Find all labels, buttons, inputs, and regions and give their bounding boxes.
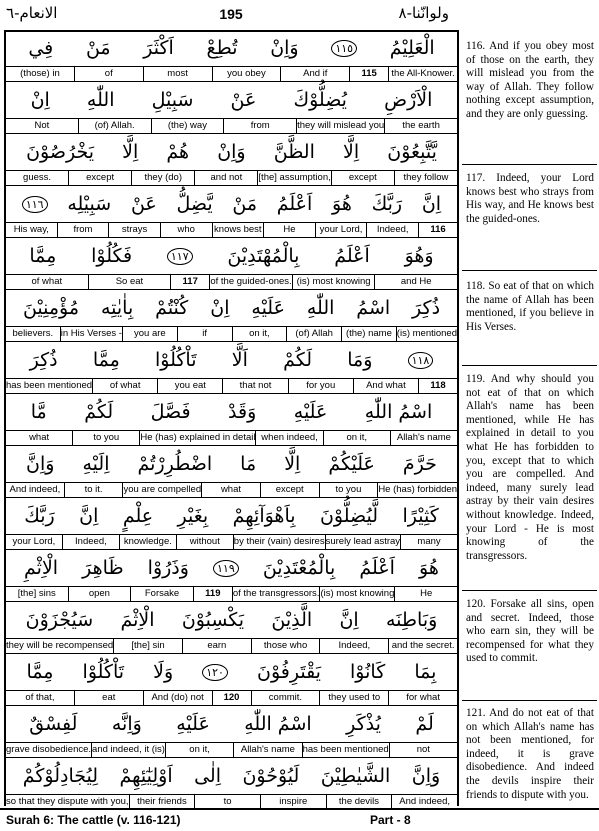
arabic-word: اِلَّا [284, 453, 301, 475]
english-gloss-line [6, 742, 457, 758]
verse-number: 120. [466, 598, 491, 610]
arabic-word: اللّٰهِ [306, 297, 335, 319]
arabic-word: بِغَيْرِ [177, 505, 209, 527]
gloss-cell: earn [182, 639, 251, 654]
arabic-word: مَّا [30, 401, 47, 423]
arabic-word: يَّتَّبِعُوْنَ [387, 141, 437, 163]
english-gloss-line [6, 118, 457, 134]
arabic-word: عَلَيْكُمْ [328, 453, 375, 475]
gloss-cell: And indeed, [9, 484, 61, 495]
arabic-word: اَعْلَمُ [334, 245, 370, 267]
verse-number: 121. [466, 707, 490, 719]
gloss-cell: from [223, 119, 296, 134]
arabic-word: وَاِنَّه [111, 713, 142, 735]
english-gloss-line [6, 66, 457, 82]
arabic-word: هُوَ [332, 193, 352, 215]
verse-number: 117 [170, 275, 209, 290]
page-header [0, 0, 599, 30]
english-gloss-line [6, 534, 457, 550]
english-gloss-line [6, 170, 457, 186]
verse-line [6, 654, 457, 706]
arabic-word: لَفِسْقٌ [29, 713, 78, 735]
translation-paragraph [466, 172, 594, 226]
gloss-cell: And what [353, 379, 418, 394]
arabic-word: حَرَّمَ [402, 453, 437, 475]
gloss-cell: in His Verses - [60, 327, 122, 342]
arabic-word: عَلَيْهِ [293, 401, 328, 423]
gloss-cell: to you [319, 483, 378, 498]
verse-number: 118 [418, 379, 457, 394]
arabic-word: الْاِثْمَ [120, 609, 155, 631]
gloss-cell: to [194, 795, 260, 810]
arabic-word: سَيُجْزَوْنَ [25, 609, 94, 631]
arabic-word: كَانُوْا [350, 661, 386, 683]
arabic-word: مِمَّا [29, 245, 57, 267]
verse-number: 118. [466, 280, 489, 292]
english-gloss-line [6, 430, 457, 446]
gloss-cell: for you [288, 379, 353, 394]
arabic-line [6, 654, 457, 690]
gloss-cell: your Lord, [12, 536, 56, 547]
gloss-cell: So eat [88, 275, 171, 290]
arabic-word: اَلَّا [231, 349, 248, 371]
arabic-word: بِالْمُهْتَدِيْنَ [227, 245, 300, 267]
gloss-cell: surely lead astray [325, 535, 400, 550]
arabic-line [6, 134, 457, 170]
arabic-word: الَّذِيْنَ [271, 609, 313, 631]
translation-text: Indeed, your Lord knows best who strays from His way, and He knows best the guided-ones. [466, 172, 594, 225]
verse-line [6, 706, 457, 758]
gloss-cell: commit. [251, 691, 320, 706]
arabic-word: وَاِنْ [217, 141, 246, 163]
gloss-cell: inspire [260, 795, 326, 810]
english-gloss-line [6, 222, 457, 238]
gloss-cell: that not [222, 379, 287, 394]
arabic-word: اَعْلَمُ [359, 557, 395, 579]
arabic-word: اِلَّا [122, 141, 139, 163]
arabic-line [6, 30, 457, 66]
verse-line [6, 290, 457, 342]
arabic-word: اسْمُ اللّٰهِ [244, 713, 312, 735]
arabic-word: اِلَّا [342, 141, 360, 163]
gloss-cell: (the) name [341, 327, 396, 342]
gloss-cell: from [57, 223, 109, 238]
gloss-cell: they will be recompensed [5, 640, 114, 651]
english-gloss-line [6, 326, 457, 342]
arabic-line [6, 602, 457, 638]
verse-number-marker: ١٢٠ [202, 664, 228, 681]
arabic-word: رَبَّكَ [371, 193, 403, 215]
arabic-word: اسْمُ [356, 297, 391, 319]
arabic-word: اَعْلَمُ [276, 193, 313, 215]
gloss-cell: of what [31, 276, 63, 287]
gloss-cell: you are compelled [122, 483, 201, 498]
gloss-cell: open [68, 587, 131, 602]
translation-divider [462, 270, 597, 271]
gloss-cell: who [160, 223, 212, 238]
arabic-word: الْاِثْمِ [24, 557, 59, 579]
translation-paragraph [466, 373, 594, 563]
gloss-cell: and indeed, it (is) [91, 743, 165, 758]
english-gloss-line [6, 690, 457, 706]
english-gloss-line [6, 586, 457, 602]
verse-line [6, 446, 457, 498]
verse-number-marker: ١١٨ [408, 352, 434, 369]
arabic-word: كُنْتُمْ [155, 297, 189, 319]
gloss-cell: by their (vain) desires [233, 535, 325, 550]
translation-divider [462, 365, 597, 366]
verse-number: 119 [193, 587, 232, 602]
gloss-cell: they follow [394, 171, 457, 186]
arabic-word: وَذَرُوْا [147, 557, 189, 579]
surah-reference: Surah 6: The cattle (v. 116-121) [6, 813, 181, 827]
gloss-cell: of the transgressors. [232, 587, 320, 602]
gloss-cell: the earth [384, 119, 457, 134]
arabic-word: لَكُمْ [283, 349, 313, 371]
gloss-cell: He (has) explained in detail [139, 431, 255, 446]
arabic-word: وَاِنَّ [411, 765, 441, 787]
arabic-line [6, 758, 457, 794]
translation-text: And do not eat of that on which Allah's name has not been mentioned, for indeed, it is grave disobedience. And indeed the devils inspire their friends to dispute with you. [466, 707, 594, 801]
gloss-cell: [the] sins [17, 588, 56, 599]
gloss-cell: most [143, 67, 212, 82]
gloss-cell: except [260, 483, 319, 498]
arabic-word: بِمَا [414, 661, 437, 683]
arabic-line [6, 342, 457, 378]
arabic-word: وَبَاطِنَه [385, 609, 438, 631]
arabic-word: لَكُمْ [84, 401, 114, 423]
arabic-word: عِلْمٍ [122, 505, 154, 527]
arabic-line [6, 550, 457, 586]
arabic-word: لَّيُضِلُّوْنَ [319, 505, 379, 527]
gloss-cell: knows best [212, 223, 264, 238]
arabic-word: هُوَ [419, 557, 439, 579]
arabic-line [6, 394, 457, 430]
gloss-cell: His way, [13, 224, 49, 235]
translation-text: And why should you not eat of that on which Allah's name has been mentioned, while He has explained in detail to you what He has forbidden to you, except that to which you are compelled. And indeed, many surely lead astray by their vain desires without knowledge. Indeed, your Lord - He is most knowing of the transgressors. [466, 373, 594, 562]
arabic-word: اللّٰهِ [86, 89, 115, 111]
arabic-word: رَبَّكَ [24, 505, 55, 527]
gloss-cell: (the) way [151, 119, 224, 134]
gloss-cell: for what [388, 691, 457, 706]
verse-number: 119. [466, 373, 491, 385]
arabic-word: فَكُلُوْا [91, 245, 133, 267]
arabic-line [6, 238, 457, 274]
gloss-cell: on it, [232, 327, 287, 342]
gloss-cell: except [331, 171, 394, 186]
verse-line [6, 342, 457, 394]
surah-name-arabic: الانعام-٦ [6, 4, 58, 22]
arabic-word: وَقَدْ [228, 401, 257, 423]
translation-text: Forsake all sins, open and secret. Indeed, those who earn sin, they will be recompensed for what they used to commit. [466, 598, 594, 665]
gloss-cell: those who [251, 639, 320, 654]
gloss-cell: Not [34, 120, 50, 131]
gloss-cell: (those) in [20, 68, 60, 79]
translation-text: And if you obey most of those on the earth, they will mislead you from the way of Allah. They follow nothing except assumption, and they are only guessing. [466, 40, 595, 120]
verse-number: 116 [418, 223, 457, 238]
arabic-word: لَمْ [415, 713, 434, 735]
arabic-word: مُؤْمِنِيْنَ [22, 297, 80, 319]
gloss-cell: (is) most knowing [292, 275, 375, 290]
arabic-word: اِنَّ [79, 505, 99, 527]
arabic-line [6, 186, 457, 222]
verse-line [6, 186, 457, 238]
arabic-word: اِنْ [210, 297, 230, 319]
gloss-cell: to it. [64, 483, 123, 498]
arabic-word: الْعَلِيْمُ [389, 37, 435, 59]
translation-divider [462, 590, 597, 591]
translation-divider [462, 700, 597, 701]
arabic-word: تُطِعْ [206, 37, 238, 59]
arabic-word: يَّضِلُّ [176, 193, 213, 215]
gloss-cell: [the] assumption, [257, 171, 330, 186]
gloss-cell: has been mentioned [302, 743, 389, 758]
arabic-word: هُمْ [166, 141, 190, 163]
gloss-cell: eat [74, 691, 143, 706]
arabic-word: بِالْمُعْتَدِيْنَ [262, 557, 336, 579]
gloss-cell: [the] sin [113, 639, 182, 654]
arabic-word: وَهُوَ [404, 245, 434, 267]
gloss-cell: without [176, 535, 233, 550]
gloss-cell: believers. [12, 328, 54, 339]
arabic-word: اِلٰى [194, 765, 221, 787]
gloss-cell: of what [92, 379, 157, 394]
arabic-word: يُضِلُّوْكَ [293, 89, 347, 111]
gloss-cell: guess. [23, 172, 52, 183]
arabic-word: مِمَّا [26, 661, 54, 683]
arabic-word: مَا [240, 453, 257, 475]
gloss-cell: (is) mentioned [396, 327, 457, 342]
gloss-cell: when indeed, [255, 431, 322, 446]
gloss-cell: on it, [323, 431, 390, 446]
gloss-cell: (of) Allah. [78, 119, 151, 134]
arabic-word: عَنْ [130, 193, 157, 215]
arabic-word: يُذْكَرِ [346, 713, 381, 735]
arabic-word: اَوْلِيٰٓئِهِمْ [119, 765, 173, 787]
translation-text: So eat of that on which the name of Allah has been mentioned, if you believe in His Verses. [466, 280, 594, 333]
arabic-line [6, 82, 457, 118]
gloss-cell: of the guided-ones. [209, 275, 292, 290]
gloss-cell: He [394, 587, 457, 602]
gloss-cell: the All-Knower. [388, 67, 457, 82]
arabic-word: بِاَهْوَآئِهِمْ [232, 505, 296, 527]
gloss-cell: they used to [319, 691, 388, 706]
arabic-word: ظَاهِرَ [82, 557, 124, 579]
gloss-cell: so that they dispute with you, [6, 796, 129, 807]
gloss-cell: He [263, 223, 315, 238]
arabic-word: لَيُوْحُوْنَ [242, 765, 300, 787]
gloss-cell: what [29, 432, 50, 443]
english-gloss-line [6, 482, 457, 498]
arabic-word: وَمَا [347, 349, 373, 371]
page-footer [0, 808, 599, 831]
arabic-word: سَبِيْلِه [67, 193, 112, 215]
arabic-word: يَكْسِبُوْنَ [181, 609, 245, 631]
arabic-word: اضْطُرِرْتُمْ [137, 453, 213, 475]
gloss-cell: grave disobedience. [6, 744, 92, 755]
gloss-cell: except [68, 171, 131, 186]
gloss-cell: Forsake [130, 587, 193, 602]
translation-paragraph [466, 707, 594, 802]
gloss-cell: on it, [165, 743, 233, 758]
arabic-word: سَبِيْلِ [151, 89, 194, 111]
gloss-cell: many [400, 535, 457, 550]
gloss-cell: to you [72, 431, 139, 446]
arabic-word: وَاِنْ [270, 37, 299, 59]
gloss-cell: your Lord, [315, 223, 367, 238]
arabic-line [6, 706, 457, 742]
gloss-cell: you eat [157, 379, 222, 394]
verse-number-marker: ١١٥ [331, 40, 357, 57]
arabic-word: اِنْ [30, 89, 50, 111]
gloss-cell: knowledge. [119, 535, 176, 550]
translation-paragraph [466, 598, 594, 666]
verse-line [6, 82, 457, 134]
english-gloss-line [6, 274, 457, 290]
arabic-word: اِنَّ [421, 193, 442, 215]
gloss-cell: of that, [25, 692, 55, 703]
gloss-cell: Indeed, [62, 535, 119, 550]
verse-line [6, 238, 457, 290]
gloss-cell: And if [280, 67, 349, 82]
arabic-word: اَكْثَرَ [143, 37, 174, 59]
arabic-word: اِلَيْهِ [82, 453, 110, 475]
gloss-cell: and He [374, 275, 457, 290]
arabic-word: اسْمُ اللّٰهِ [364, 401, 433, 423]
gloss-cell: of [74, 67, 143, 82]
verse-number: 120 [212, 691, 251, 706]
arabic-word: عَلَيْهِ [176, 713, 210, 735]
arabic-word: وَلَا [153, 661, 174, 683]
translation-paragraph [466, 40, 594, 122]
verse-number: 116. [466, 40, 490, 52]
gloss-cell: And (do) not [143, 691, 212, 706]
arabic-word: لِيُجَادِلُوْكُمْ [22, 765, 99, 787]
gloss-cell: you obey [212, 67, 281, 82]
arabic-word: الْاَرْضِ [384, 89, 433, 111]
gloss-cell: (of) Allah [286, 327, 341, 342]
gloss-cell: strays [108, 223, 160, 238]
arabic-word: تَاْكُلُوْا [82, 661, 125, 683]
arabic-word: اِنَّ [339, 609, 359, 631]
arabic-word: يَخْرُصُوْنَ [26, 141, 95, 163]
verse-number: 115 [349, 67, 388, 82]
arabic-word: يَقْتَرِفُوْنَ [257, 661, 321, 683]
translation-paragraph [466, 280, 594, 334]
verse-line [6, 550, 457, 602]
arabic-word: مَنْ [85, 37, 111, 59]
gloss-cell: Indeed, [319, 639, 388, 654]
verse-line [6, 498, 457, 550]
gloss-cell: the devils [326, 795, 392, 810]
arabic-word: فِي [28, 37, 54, 59]
verse-line [6, 602, 457, 654]
arabic-word: كَثِيْرًا [402, 505, 439, 527]
verse-line [6, 134, 457, 186]
arabic-word: ذُكِرَ [29, 349, 58, 371]
gloss-cell: they will mislead you [296, 119, 384, 134]
arabic-line [6, 446, 457, 482]
verse-line [6, 30, 457, 82]
gloss-cell: And indeed, [391, 795, 457, 810]
arabic-word: فَصَّلَ [150, 401, 191, 423]
arabic-word: عَلَيْهِ [251, 297, 285, 319]
gloss-cell: has been mentioned [5, 380, 93, 391]
arabic-word: مِمَّا [92, 349, 120, 371]
gloss-cell: (is) most knowing [319, 587, 394, 602]
arabic-line [6, 290, 457, 326]
gloss-cell: you are [122, 327, 177, 342]
gloss-cell: their friends [129, 795, 195, 810]
gloss-cell: if [177, 327, 232, 342]
gloss-cell: Indeed, [366, 223, 418, 238]
verse-line [6, 394, 457, 446]
arabic-line [6, 498, 457, 534]
gloss-cell: and the secret. [388, 639, 457, 654]
arabic-word: الظَّنَّ [273, 141, 315, 163]
arabic-word: ذُكِرَ [412, 297, 441, 319]
verse-number-marker: ١١٩ [213, 560, 239, 577]
gloss-cell: Allah's name [233, 743, 301, 758]
arabic-word: تَاْكُلُوْا [155, 349, 197, 371]
gloss-cell: and not [194, 171, 257, 186]
page-number: 195 [219, 6, 243, 22]
verse-number: 117. [466, 172, 497, 184]
arabic-word: وَاِنَّ [26, 453, 55, 475]
translation-divider [462, 164, 597, 165]
verse-line [6, 758, 457, 810]
english-gloss-line [6, 378, 457, 394]
gloss-cell: Allah's name [390, 431, 457, 446]
arabic-word: عَنْ [230, 89, 257, 111]
gloss-cell: what [201, 483, 260, 498]
part-reference: Part - 8 [370, 813, 411, 827]
arabic-word: مَنْ [232, 193, 258, 215]
verse-number-marker: ١١٧ [167, 248, 193, 265]
verse-number-marker: ١١٦ [22, 196, 48, 213]
gloss-cell: they (do) [131, 171, 194, 186]
arabic-word: بِاٰيٰتِه [100, 297, 134, 319]
word-by-word-panel [4, 30, 459, 806]
gloss-cell: He (has) forbidden [377, 483, 457, 498]
part-name-arabic: ولوانّنا-٨ [398, 4, 449, 22]
gloss-cell: not [389, 743, 457, 758]
english-gloss-line [6, 638, 457, 654]
arabic-word: الشَّيٰطِيْنَ [320, 765, 391, 787]
